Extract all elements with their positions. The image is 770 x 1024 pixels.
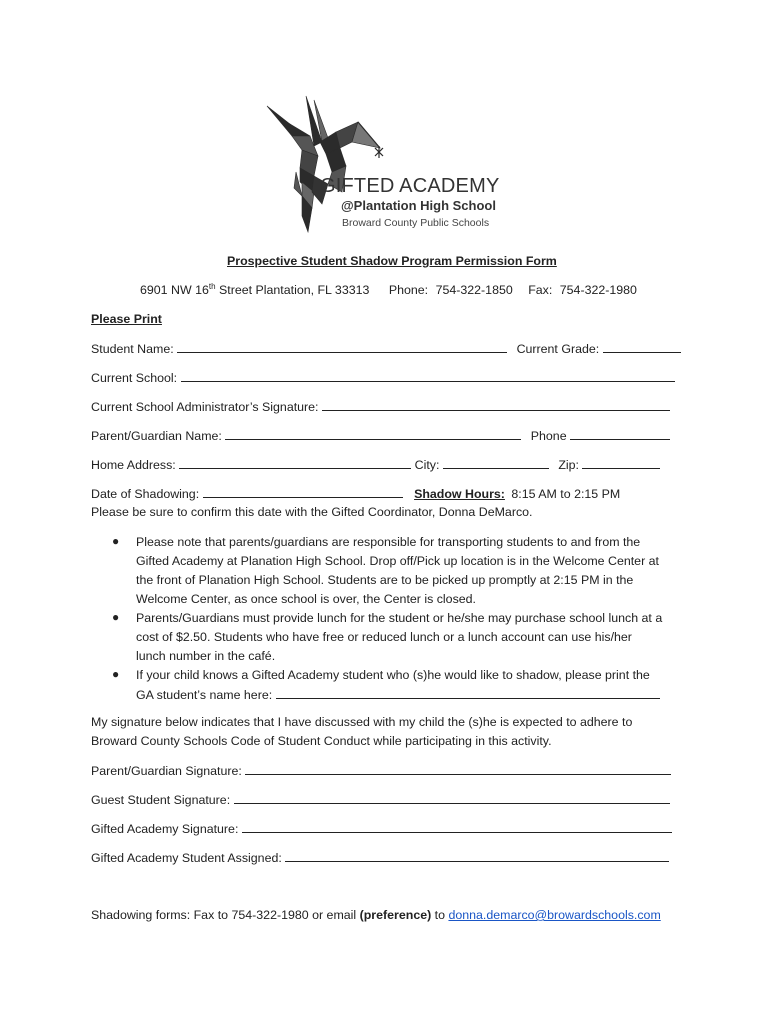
form-title: Prospective Student Shadow Program Permission Form	[227, 254, 557, 268]
guest-signature-row	[91, 791, 670, 809]
bullet-1-line-4: Welcome Center, as once school is over, the Center is closed.	[136, 592, 476, 606]
bullet-1-line-3: the front of Planation High School. Students are to be picked up promptly at 2:15 PM in the	[136, 573, 634, 587]
admin-signature-label: Current School Administrator’s Signature:	[91, 400, 319, 414]
current-school-label: Current School:	[91, 371, 178, 385]
phone-number: 754-322-1850	[435, 283, 513, 297]
bullet-2-line-1: Parents/Guardians must provide lunch for the student or he/she may purchase school lunch at a	[136, 611, 663, 625]
please-print: Please Print	[91, 312, 162, 326]
bullet-1-line-1: Please note that parents/guardians are responsible for transporting students to and from the	[136, 535, 641, 549]
admin-signature-field[interactable]	[322, 398, 670, 411]
ga-student-name-field[interactable]	[276, 686, 660, 699]
footer-line	[91, 907, 661, 924]
student-assigned-row	[91, 849, 669, 867]
academy-signature-field[interactable]	[242, 820, 672, 833]
bullet-1-line-2: Gifted Academy at Planation High School. Drop off/Pick up location is in the Welcome Center at	[136, 554, 659, 568]
academy-signature-row	[91, 820, 672, 838]
bullet-3-line-1: If your child knows a Gifted Academy student who (s)he would like to shadow, please print the	[136, 668, 650, 682]
parent-signature-field[interactable]	[245, 762, 671, 775]
address-superscript: th	[208, 281, 216, 291]
agreement-line-2: Broward County Schools Code of Student Conduct while participating in this activity.	[91, 734, 552, 748]
shadow-hours-value: 8:15 AM to 2:15 PM	[511, 487, 621, 501]
parent-name-row	[91, 427, 670, 445]
parent-name-field[interactable]	[225, 427, 521, 440]
address: 6901 NW 16	[140, 283, 209, 297]
fax-label: Fax:	[528, 283, 553, 297]
date-shadowing-field[interactable]	[203, 485, 403, 498]
bullet-2-line-2: cost of $2.50. Students who have free or reduced lunch or a lunch account can use his/her	[136, 630, 632, 644]
fax-number: 754-322-1980	[559, 283, 637, 297]
bullet-dot-icon: ●	[112, 534, 120, 548]
logo-subtitle: @Plantation High School	[341, 198, 496, 213]
logo-title: GIFTED ACADEMY	[320, 175, 500, 197]
home-address-row	[91, 456, 660, 474]
student-name-row	[91, 340, 681, 358]
zip-label: Zip:	[558, 458, 579, 472]
confirm-note: Please be sure to confirm this date with the Gifted Coordinator, Donna DeMarco.	[91, 505, 533, 519]
agreement-line-1: My signature below indicates that I have discussed with my child the (s)he is expected to adhere to	[91, 715, 633, 729]
parent-signature-label: Parent/Guardian Signature:	[91, 764, 242, 778]
footer-prefix: Shadowing forms: Fax to 754-322-1980 or email	[91, 908, 360, 922]
date-shadowing-label: Date of Shadowing:	[91, 487, 200, 501]
home-address-field[interactable]	[179, 456, 411, 469]
student-assigned-label: Gifted Academy Student Assigned:	[91, 851, 282, 865]
footer-preference: (preference)	[359, 908, 432, 922]
logo-district: Broward County Public Schools	[342, 217, 490, 229]
phone-label: Phone:	[388, 283, 429, 297]
shadow-hours-label: Shadow Hours:	[414, 487, 505, 501]
address-street: Street Plantation, FL 33313	[215, 283, 370, 297]
email-link[interactable]: donna.demarco@browardschools.com	[448, 908, 661, 922]
parent-signature-row	[91, 762, 671, 780]
student-name-label: Student Name:	[91, 342, 174, 356]
bullet-dot-icon: ●	[112, 610, 120, 624]
current-school-row	[91, 369, 675, 387]
shadow-date-row	[91, 485, 620, 503]
zip-field[interactable]	[582, 456, 660, 469]
parent-phone-label: Phone	[530, 429, 567, 443]
city-label: City:	[414, 458, 440, 472]
footer-to: to	[431, 908, 449, 922]
student-name-field[interactable]	[177, 340, 507, 353]
student-assigned-field[interactable]	[285, 849, 669, 862]
bullet-2-line-3: lunch number in the café.	[136, 649, 276, 663]
home-address-label: Home Address:	[91, 458, 176, 472]
bullet-dot-icon: ●	[112, 667, 120, 681]
academy-signature-label: Gifted Academy Signature:	[91, 822, 239, 836]
city-field[interactable]	[443, 456, 549, 469]
guest-signature-field[interactable]	[234, 791, 670, 804]
admin-signature-row	[91, 398, 670, 416]
parent-phone-field[interactable]	[570, 427, 670, 440]
current-grade-label: Current Grade:	[516, 342, 600, 356]
current-grade-field[interactable]	[603, 340, 681, 353]
parent-name-label: Parent/Guardian Name:	[91, 429, 222, 443]
guest-signature-label: Guest Student Signature:	[91, 793, 231, 807]
current-school-field[interactable]	[181, 369, 675, 382]
bullet-3-line-2	[136, 686, 660, 704]
address-line	[140, 282, 637, 299]
ga-student-label: GA student’s name here:	[136, 688, 273, 702]
